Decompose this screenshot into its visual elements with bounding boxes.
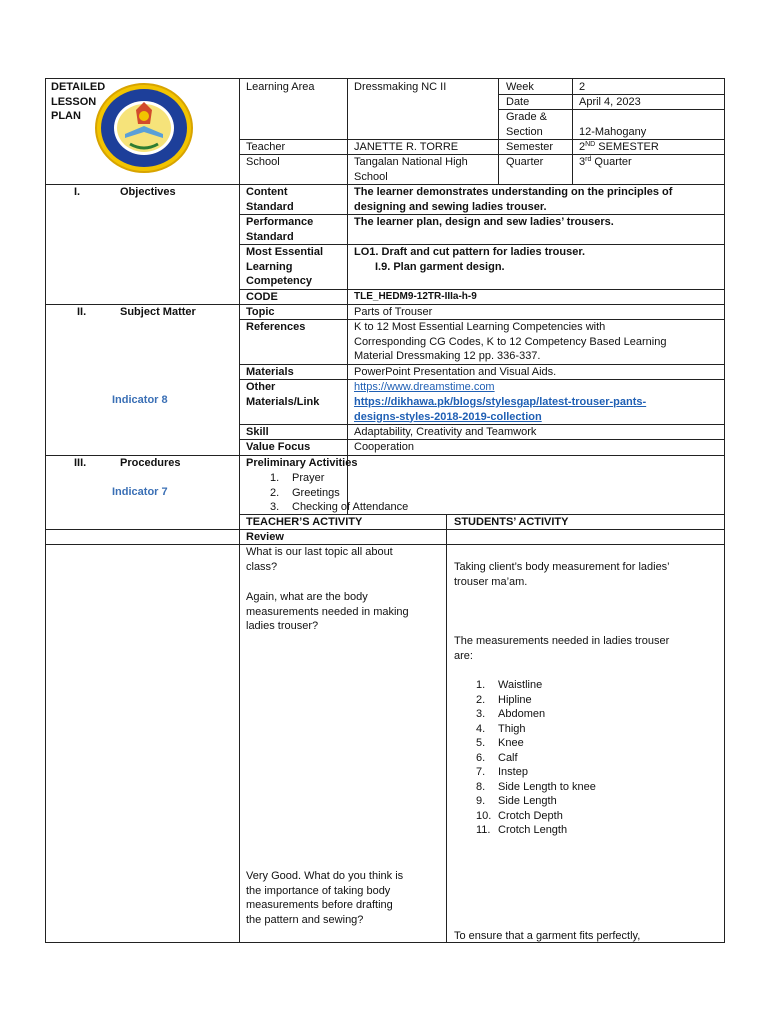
date-value: April 4, 2023 — [579, 96, 641, 108]
grid-line — [239, 289, 725, 290]
table-border-left — [45, 78, 46, 943]
semester-value: 2ND SEMESTER — [579, 141, 659, 153]
grade-label: Grade & Section — [506, 111, 547, 138]
other-materials-label: Other Materials/Link — [246, 381, 320, 408]
materials-value: PowerPoint Presentation and Visual Aids. — [354, 366, 557, 378]
code-value: TLE_HEDM9-12TR-IIIa-h-9 — [354, 291, 477, 302]
topic-value: Parts of Trouser — [354, 306, 433, 318]
melc-value-2: I.9. Plan garment design. — [375, 261, 505, 273]
grid-line — [239, 78, 240, 943]
school-label: School — [246, 156, 280, 168]
grid-line — [347, 78, 348, 515]
indicator-8: Indicator 8 — [112, 394, 168, 406]
grid-line — [498, 78, 499, 185]
teacher-question-1: What is our last topic all about class? — [246, 546, 393, 573]
melc-value-1: LO1. Draft and cut pattern for ladies trouser. — [354, 246, 586, 258]
student-activity-header: STUDENTS’ ACTIVITY — [454, 516, 569, 528]
teacher-question-2: Again, what are the body measurements needed in making ladies trouser? — [246, 591, 409, 632]
code-label: CODE — [246, 291, 278, 303]
learning-area-label: Learning Area — [246, 81, 315, 93]
references-value: K to 12 Most Essential Learning Competencies with Corresponding CG Codes, K to 12 Competency Based Learning Material Dressmaking 12 pp. 336-337. — [354, 321, 667, 362]
teacher-value: JANETTE R. TORRE — [354, 141, 459, 153]
list-item: 1. Waistline — [476, 679, 543, 691]
melc-label: Most Essential Learning Competency — [246, 246, 324, 287]
list-item: 7. Instep — [476, 766, 528, 778]
teacher-activity-header: TEACHER’S ACTIVITY — [246, 516, 363, 528]
list-item: 10. Crotch Depth — [476, 809, 563, 822]
learning-area-value: Dressmaking NC II — [354, 81, 447, 93]
list-item: 6. Calf — [476, 751, 518, 764]
quarter-value: 3rd Quarter — [579, 156, 632, 168]
subject-matter-numeral: II. — [77, 306, 87, 318]
review-label: Review — [246, 531, 284, 543]
content-standard-label: Content Standard — [246, 186, 294, 213]
topic-label: Topic — [246, 306, 275, 318]
skill-label: Skill — [246, 426, 269, 438]
grade-value: 12-Mahogany — [579, 126, 647, 138]
week-value: 2 — [579, 81, 586, 93]
quarter-label: Quarter — [506, 156, 544, 168]
student-answer-3: To ensure that a garment fits perfectly, — [454, 930, 641, 942]
school-value: Tangalan National High School — [354, 156, 468, 183]
list-item: 4. Thigh — [476, 722, 526, 735]
list-item: 8. Side Length to knee — [476, 780, 596, 793]
semester-label: Semester — [506, 141, 554, 153]
performance-standard-value: The learner plan, design and sew ladies’ trousers. — [354, 216, 614, 228]
procedures-numeral: III. — [74, 457, 87, 469]
list-item: 2. Hipline — [476, 693, 532, 706]
list-item: 3. Abdomen — [476, 708, 546, 720]
value-focus-value: Cooperation — [354, 441, 414, 453]
link-dikhawa[interactable]: https://dikhawa.pk/blogs/stylesgap/latest-trouser-pants- designs-styles-2018-2019-collection — [354, 396, 647, 423]
list-item: 1. Prayer — [270, 472, 325, 484]
list-item: 11. Crotch Length — [476, 824, 568, 836]
content-standard-value: The learner demonstrates understanding on the principles of designing and sewing ladies trouser. — [354, 186, 673, 213]
list-item: 9. Side Length — [476, 795, 557, 807]
list-item: 3. Checking of Attendance — [270, 501, 409, 513]
student-answer-1: Taking client’s body measurement for ladies’ trouser ma’am. — [454, 561, 670, 588]
references-label: References — [246, 321, 306, 333]
date-label: Date — [506, 96, 530, 108]
table-border-right — [724, 78, 725, 943]
grid-line — [446, 514, 447, 943]
list-item: 2. Greetings — [270, 486, 340, 499]
student-answer-2: The measurements needed in ladies trouser are: — [454, 635, 670, 662]
performance-standard-label: Performance Standard — [246, 216, 314, 243]
table-border-top — [45, 78, 725, 79]
preliminary-list — [270, 471, 408, 515]
objectives-title: Objectives — [120, 186, 176, 198]
value-focus-label: Value Focus — [246, 441, 311, 453]
objectives-numeral: I. — [74, 186, 81, 198]
teacher-question-3: Very Good. What do you think is the importance of taking body measurements before drafting the pattern and sewing? — [246, 870, 404, 926]
list-item: 5. Knee — [476, 737, 524, 749]
procedures-title: Procedures — [120, 457, 181, 469]
materials-label: Materials — [246, 366, 294, 378]
indicator-7: Indicator 7 — [112, 486, 168, 498]
plan-label: DETAILED LESSON PLAN — [51, 81, 106, 122]
grid-line — [572, 78, 573, 185]
skill-value: Adaptability, Creativity and Teamwork — [354, 426, 537, 438]
teacher-label: Teacher — [246, 141, 286, 153]
grid-line — [45, 529, 725, 530]
preliminary-title: Preliminary Activities — [246, 457, 358, 469]
link-dreamstime[interactable]: https://www.dreamstime.com — [354, 381, 495, 393]
measurement-list — [476, 678, 596, 838]
week-label: Week — [506, 81, 534, 93]
school-logo — [92, 80, 197, 175]
subject-matter-title: Subject Matter — [120, 306, 196, 318]
